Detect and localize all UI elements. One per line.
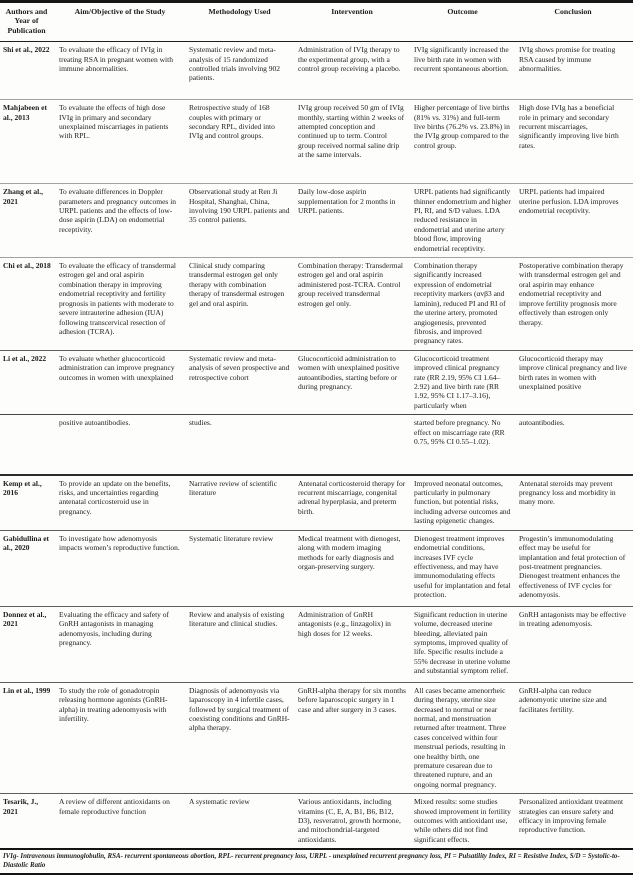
table-row-kemp-2016 [0,475,633,531]
intervention-cell: Administration of IVIg therapy to the experimental group, with a control group receiving a placebo. [296,42,412,100]
methodology-cell: Narrative review of scientific literature [187,475,296,531]
header-conclusion: Conclusion [517,2,633,42]
intervention-cell: Daily low-dose aspirin supplementation for 2 months in URPL patients. [296,184,412,258]
aim-cell: positive autoantibodies. [57,415,187,475]
header-methodology: Methodology Used [187,2,296,42]
methodology-cell: studies. [187,415,296,475]
conclusion-cell: Postoperative combination therapy with transdermal estrogen gel and oral aspirin may enhance endometrial receptivity and improve fertility prognosis more effectively than estrogen only therapy. [517,258,633,351]
authors-cell: Shi et al., 2022 [0,42,57,100]
table-row-donnez-2021 [0,606,633,682]
intervention-cell: Medical treatment with dienogest, along with modern imaging methods for early diagnosis and organ-preserving surgery. [296,530,412,606]
table-row-li-2022-continued [0,415,633,475]
aim-cell: To provide an update on the benefits, risks, and uncertainties regarding antenatal corticosteroid use in pregnancy. [57,475,187,531]
methodology-cell: Systematic literature review [187,530,296,606]
methodology-cell: Observational study at Ren Ji Hospital, Shanghai, China, involving 190 URPL patients and 35 control patients. [187,184,296,258]
table-row-lin-1999 [0,682,633,793]
intervention-cell: GnRH-alpha therapy for six months before laparoscopic surgery in 1 case and after surgery in 3 cases. [296,682,412,793]
header-intervention: Intervention [296,2,412,42]
table-row-shi-2022 [0,42,633,100]
aim-cell: To evaluate differences in Doppler parameters and pregnancy outcomes in URPL patients and the effects of low-dose aspirin (LDA) on endometrial receptivity. [57,184,187,258]
conclusion-cell: Glucocorticoid therapy may improve clinical pregnancy and live birth rates in women with unexplained positive [517,350,633,414]
methodology-cell: Diagnosis of adenomyosis via laparoscopy in 4 infertile cases, followed by surgical treatment of coexisting conditions and GnRH-alpha therapy. [187,682,296,793]
conclusion-cell: URPL patients had impaired uterine perfusion. LDA improves endometrial receptivity. [517,184,633,258]
authors-cell: Zhang et al., 2021 [0,184,57,258]
intervention-cell [296,415,412,475]
outcome-cell: Improved neonatal outcomes, particularly in pulmonary function, but potential risks, including adverse outcomes and lasting epigenetic changes. [412,475,517,531]
outcome-cell: Dienogest treatment improves endometrial conditions, increases IVF cycle effectiveness, and may have immunomodulating effects useful for implantation and fetal protection. [412,530,517,606]
header-outcome: Outcome [412,2,517,42]
authors-cell: Tesarik, J., 2021 [0,794,57,850]
table-row-mahjabeen-2013 [0,100,633,184]
conclusion-cell: GnRH antagonists may be effective in treating adenomyosis. [517,606,633,682]
aim-cell: To study the role of gonadotropin releasing hormone agonists (GnRH-alpha) in treating adenomyosis with infertility. [57,682,187,793]
outcome-cell: Mixed results: some studies showed improvement in fertility outcomes with antioxidant use, while others did not find significant effects. [412,794,517,850]
outcome-cell: started before pregnancy. No effect on miscarriage rate (RR 0.75, 95% CI 0.55–1.02). [412,415,517,475]
table-row-li-2022 [0,350,633,414]
intervention-cell: Various antioxidants, including vitamins (C, E, A, B1, B6, B12, D3), resveratrol, growth hormone, and mitochondrial-targeted antioxidants. [296,794,412,850]
conclusion-cell: High dose IVIg has a beneficial role in primary and secondary recurrent miscarriages, significantly improving live birth rates. [517,100,633,184]
methodology-cell: Clinical study comparing transdermal estrogen gel only therapy with combination therapy of transdermal estrogen gel and oral aspirin. [187,258,296,351]
aim-cell: A review of different antioxidants on female reproductive function [57,794,187,850]
conclusion-cell: GnRH-alpha can reduce adenomyotic uterine size and facilitates fertility. [517,682,633,793]
outcome-cell: Significant reduction in uterine volume, decreased uterine bleeding, alleviated pain symptoms, improved quality of life. Specific results include a 55% decrease in uterine volume and substantial symptom relief. [412,606,517,682]
aim-cell: To investigate how adenomyosis impacts women’s reproductive function. [57,530,187,606]
outcome-cell: Higher percentage of live births (81% vs. 31%) and full-term live births (76.2% vs. 23.8%) in the IVIg group compared to the control group. [412,100,517,184]
authors-cell: Chi et al., 2018 [0,258,57,351]
outcome-cell: IVIg significantly increased the live birth rate in women with recurrent spontaneous abortion. [412,42,517,100]
header-aim: Aim/Objective of the Study [57,2,187,42]
table-footnote-row [0,849,633,874]
authors-cell: Donnez et al., 2021 [0,606,57,682]
authors-cell: Lin et al., 1999 [0,682,57,793]
outcome-cell: All cases became amenorrheic during therapy, uterine size decreased to normal or near normal, and menstruation returned after treatment. Three cases conceived within four menstrual periods, resulting in one healthy birth, one premature cesarean due to threatened rupture, and an ongoing normal pregnancy. [412,682,517,793]
authors-cell: Mahjabeen et al., 2013 [0,100,57,184]
intervention-cell: Administration of GnRH antagonists (e.g., linzagolix) in high doses for 12 weeks. [296,606,412,682]
conclusion-cell: Progestin’s immunomodulating effect may be useful for implantation and fetal protection of post-treatment pregnancies. Dienogest treatment enhances the effectiveness of IVF cycles for adenomyosis. [517,530,633,606]
header-authors: Authors and Year of Publication [0,2,57,42]
table-row-tesarik-2021 [0,794,633,850]
conclusion-cell: IVIg shows promise for treating RSA caused by immune abnormalities. [517,42,633,100]
intervention-cell: Glucocorticoid administration to women with unexplained positive autoantibodies, starting before or during pregnancy. [296,350,412,414]
table-row-zhang-2021 [0,184,633,258]
table-row-gabidullina-2020 [0,530,633,606]
intervention-cell: Combination therapy: Transdermal estrogen gel and oral aspirin administered post-TCRA. Control group received transdermal estrogen gel only. [296,258,412,351]
aim-cell: Evaluating the efficacy and safety of GnRH antagonists in managing adenomyosis, including during pregnancy. [57,606,187,682]
table-header-row [0,2,633,42]
authors-cell [0,415,57,475]
authors-cell: Gabidullina et al., 2020 [0,530,57,606]
methodology-cell: Review and analysis of existing literature and clinical studies. [187,606,296,682]
abbreviations-footnote: IVIg- Intravenous immunoglobulin, RSA- recurrent spontaneous abortion, RPL- recurrent pregnancy loss, URPL - unexplained recurrent pregnancy loss, PI = Pulsatility Index, RI = Resistive Index, S/D = Systolic-to-Diastolic Ratio [0,849,633,874]
aim-cell: To evaluate the efficacy of IVIg in treating RSA in pregnant women with immune abnormalities. [57,42,187,100]
aim-cell: To evaluate the efficacy of transdermal estrogen gel and oral aspirin combination therapy in improving endometrial receptivity and fertility prognosis in patients with moderate to severe intrauterine adhesion (IUA) following transcervical resection of adhesion (TCRA). [57,258,187,351]
authors-cell: Li et al., 2022 [0,350,57,414]
methodology-cell: Systematic review and meta-analysis of seven prospective and retrospective cohort [187,350,296,414]
conclusion-cell: autoantibodies. [517,415,633,475]
methodology-cell: A systematic review [187,794,296,850]
aim-cell: To evaluate whether glucocorticoid administration can improve pregnancy outcomes in women with unexplained [57,350,187,414]
outcome-cell: Combination therapy significantly increased expression of endometrial receptivity markers (αvβ3 and laminin), reduced PI and RI of the uterine artery, promoted angiogenesis, prevented fibrosis, and improved pregnancy rates. [412,258,517,351]
table-row-chi-2018 [0,258,633,351]
methodology-cell: Systematic review and meta-analysis of 15 randomized controlled trials involving 902 patients. [187,42,296,100]
conclusion-cell: Personalized antioxidant treatment strategies can ensure safety and efficacy in improving female reproductive function. [517,794,633,850]
aim-cell: To evaluate the effects of high dose IVIg in primary and secondary unexplained miscarriages in patients with RPL. [57,100,187,184]
outcome-cell: URPL patients had significantly thinner endometrium and higher PI, RI, and S/D values. LDA reduced resistance in endometrial and uterine artery blood flow, improving endometrial receptivity. [412,184,517,258]
outcome-cell: Glucocorticoid treatment improved clinical pregnancy rate (RR 2.19, 95% CI 1.64–2.92) and live birth rate (RR 1.92, 95% CI 1.17–3.16), particularly when [412,350,517,414]
conclusion-cell: Antenatal steroids may prevent pregnancy loss and morbidity in many more. [517,475,633,531]
methodology-cell: Retrospective study of 168 couples with primary or secondary RPL, divided into IVIg and control groups. [187,100,296,184]
intervention-cell: Antenatal corticosteroid therapy for recurrent miscarriage, congenital adrenal hyperplasia, and preterm birth. [296,475,412,531]
intervention-cell: IVIg group received 50 gm of IVIg monthly, starting within 2 weeks of attempted conception and continued up to term. Control group received normal saline drip at the same intervals. [296,100,412,184]
authors-cell: Kemp et al., 2016 [0,475,57,531]
